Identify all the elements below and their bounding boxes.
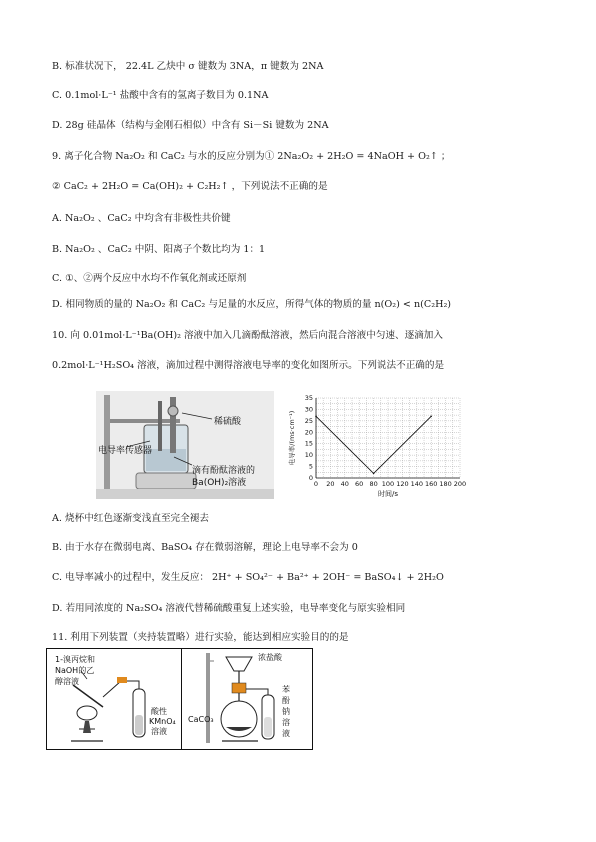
chart-svg xyxy=(286,392,466,500)
data-point xyxy=(315,415,317,417)
question-9-stem: 9. 离子化合物 Na₂O₂ 和 CaC₂ 与水的反应分别为① 2Na₂O₂ + 2H₂O = 4NaOH + O₂↑ ； xyxy=(52,151,451,162)
left-tube-label-2: KMnO₄ xyxy=(149,717,176,726)
apparatus-right-panel xyxy=(181,648,313,750)
solution-label-2: Ba(OH)₂溶液 xyxy=(192,478,247,488)
conductivity-apparatus-photo xyxy=(96,391,274,499)
y-axis-label: 电导率/(ms·cm⁻¹) xyxy=(288,410,296,466)
y-tick-label: 35 xyxy=(304,394,313,402)
right-tube-label-5: 液 xyxy=(282,729,290,738)
y-tick-label: 10 xyxy=(304,451,313,460)
x-tick-label: 80 xyxy=(369,480,378,488)
option-b-q10: B. 由于水存在微弱电离、BaSO₄ 存在微弱溶解，理论上电导率不会为 0 xyxy=(52,542,358,553)
option-d-q8: D. 28g 硅晶体（结构与金刚石相似）中含有 Si－Si 键数为 2NA xyxy=(52,120,329,131)
x-tick-label: 0 xyxy=(313,480,319,488)
option-c-q10: C. 电导率减小的过程中，发生反应： 2H⁺ + SO₄²⁻ + Ba²⁺ + 2OH⁻ = BaSO₄↓ + 2H₂O xyxy=(52,572,444,583)
conductivity-chart xyxy=(286,392,466,500)
x-tick-label: 100 xyxy=(381,480,395,488)
left-reagent-label-1: 1-溴丙烷和 xyxy=(55,655,95,664)
x-tick-label: 40 xyxy=(340,480,349,488)
option-a-q9: A. Na₂O₂ 、CaC₂ 中均含有非极性共价键 xyxy=(52,213,231,224)
question-9-stem-2: ② CaC₂ + 2H₂O = Ca(OH)₂ + C₂H₂↑ ，下列说法不正确的是 xyxy=(52,181,328,192)
y-tick-label: 25 xyxy=(304,416,313,425)
apparatus-left-panel xyxy=(46,648,182,750)
option-d-q9: D. 相同物质的量的 Na₂O₂ 和 CaC₂ 与足量的水反应，所得气体的物质的量 n(O₂) < n(C₂H₂) xyxy=(52,299,452,310)
question-10-stem-2: 0.2mol·L⁻¹H₂SO₄ 溶液，滴加过程中测得溶液电导率的变化如图所示。下列说法不正确的是 xyxy=(52,360,445,371)
y-tick-label: 5 xyxy=(308,462,313,471)
x-axis-label: 时间/s xyxy=(377,490,399,498)
acid-label: 稀硫酸 xyxy=(214,417,242,427)
option-b-q8: B. 标准状况下， 22.4L 乙炔中 σ 键数为 3NA，π 键数为 2NA xyxy=(52,61,324,72)
x-tick-label: 160 xyxy=(424,480,438,488)
y-tick-label: 15 xyxy=(304,439,313,448)
y-tick-label: 30 xyxy=(304,405,313,414)
y-tick-label: 20 xyxy=(304,428,313,437)
question-10-stem: 10. 向 0.01mol·L⁻¹Ba(OH)₂ 溶液中加入几滴酚酞溶液，然后向混合溶液中匀速、逐滴加入 xyxy=(52,330,443,341)
x-tick-label: 180 xyxy=(439,480,452,488)
data-point xyxy=(430,415,432,417)
x-tick-label: 140 xyxy=(410,480,424,488)
option-b-q9: B. Na₂O₂ 、CaC₂ 中阴、阳离子个数比均为 1：1 xyxy=(52,244,266,255)
sensor-label: 电导率传感器 xyxy=(98,446,153,456)
right-acid-label: 浓盐酸 xyxy=(258,653,282,662)
right-tube-label-2: 酚 xyxy=(282,696,290,705)
left-reagent-label-3: 醇溶液 xyxy=(55,677,79,686)
option-d-q10: D. 若用同浓度的 Na₂SO₄ 溶液代替稀硫酸重复上述实验，电导率变化与原实验相同 xyxy=(52,603,406,614)
x-tick-label: 60 xyxy=(355,480,364,488)
x-tick-label: 120 xyxy=(396,480,409,488)
question-11-stem: 11. 利用下列装置（夹持装置略）进行实验，能达到相应实验目的的是 xyxy=(52,632,349,643)
right-solid-label: CaCO₃ xyxy=(188,715,214,724)
left-tube-label-3: 溶液 xyxy=(151,727,167,736)
data-point xyxy=(373,473,375,475)
option-a-q10: A. 烧杯中红色逐渐变浅直至完全褪去 xyxy=(52,513,209,524)
right-tube-label-4: 溶 xyxy=(282,718,290,727)
solution-label-1: 滴有酚酞溶液的 xyxy=(192,466,256,476)
option-c-q8: C. 0.1mol·L⁻¹ 盐酸中含有的氢离子数目为 0.1NA xyxy=(52,90,269,101)
x-tick-label: 20 xyxy=(326,480,335,488)
x-tick-label: 200 xyxy=(453,480,466,488)
right-tube-label-3: 钠 xyxy=(282,707,290,716)
option-c-q9: C. ①、②两个反应中水均不作氧化剂或还原剂 xyxy=(52,273,247,284)
left-reagent-label-2: NaOH的乙 xyxy=(55,666,95,675)
left-tube-label-1: 酸性 xyxy=(151,707,167,716)
y-tick-label: 0 xyxy=(308,474,313,482)
right-tube-label-1: 苯 xyxy=(282,685,290,694)
acidity-apparatus-drawing xyxy=(182,649,312,749)
